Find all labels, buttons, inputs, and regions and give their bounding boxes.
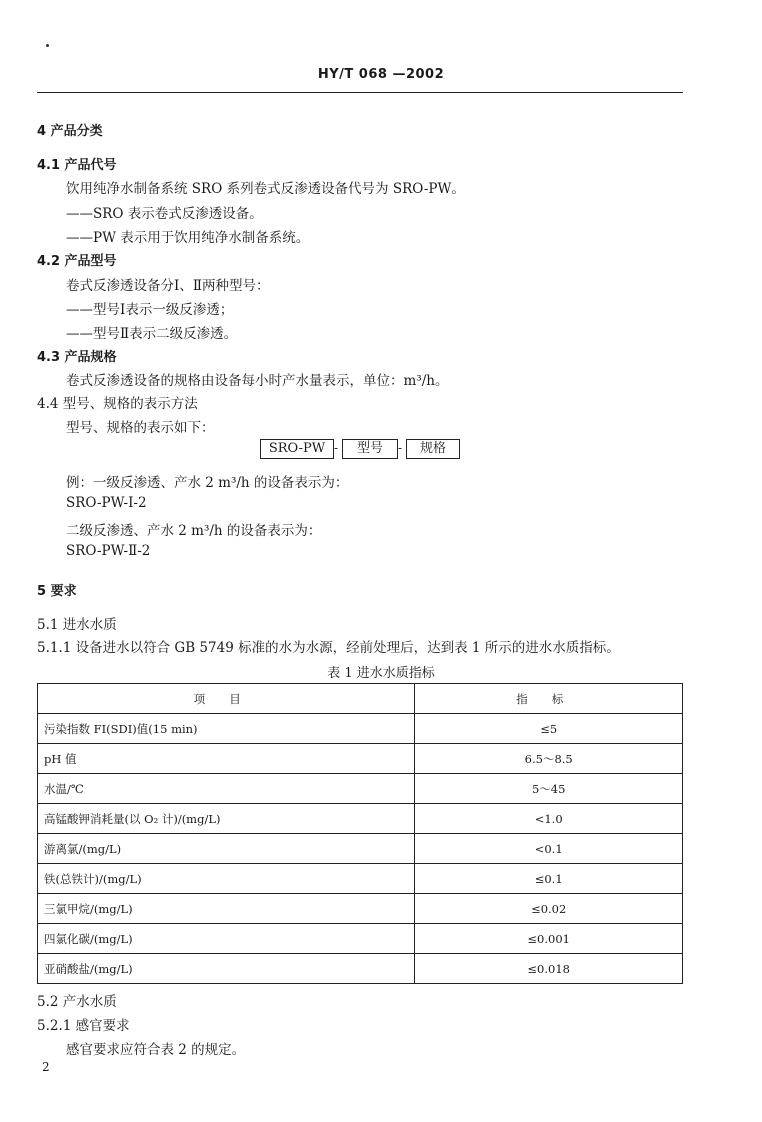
table-1-caption: 表 1 进水水质指标	[327, 666, 435, 681]
table-row	[38, 954, 683, 984]
example-1-code: SRO-PW-Ⅰ-2	[66, 495, 147, 511]
standard-code-header: HY/T 068 —2002	[317, 67, 445, 82]
section-4-heading: 4 产品分类	[37, 124, 103, 139]
section-4-2-line-3: ——型号Ⅱ表示二级反渗透。	[66, 326, 238, 342]
row-value: ≤5	[415, 714, 683, 744]
section-4-3-heading: 4.3 产品规格	[37, 350, 117, 365]
section-5-2-1-heading: 5.2.1 感官要求	[37, 1018, 130, 1034]
section-4-4-heading: 4.4 型号、规格的表示方法	[37, 396, 198, 412]
row-value: 6.5～8.5	[415, 744, 683, 774]
row-item: 水温/℃	[38, 774, 415, 804]
designation-box-sro-pw: SRO-PW	[260, 439, 334, 459]
row-value: <1.0	[415, 804, 683, 834]
designation-dash-1: -	[334, 441, 339, 455]
table-row	[38, 864, 683, 894]
section-4-2-line-1: 卷式反渗透设备分Ⅰ、Ⅱ两种型号：	[66, 278, 270, 294]
section-4-2-heading: 4.2 产品型号	[37, 254, 117, 269]
table-header-row	[38, 684, 683, 714]
section-4-1-line-2: ——SRO 表示卷式反渗透设备。	[66, 206, 263, 222]
section-4-2-line-2: ——型号Ⅰ表示一级反渗透；	[66, 302, 234, 318]
designation-box-spec: 规格	[406, 439, 460, 459]
column-header-index: 指标	[415, 684, 683, 714]
section-5-2-1-line-1: 感官要求应符合表 2 的规定。	[66, 1042, 246, 1058]
example-1-text: 例：一级反渗透、产水 2 m³/h 的设备表示为：	[66, 475, 349, 491]
row-item: 三氯甲烷/(mg/L)	[38, 894, 415, 924]
example-2-code: SRO-PW-Ⅱ-2	[66, 543, 151, 559]
table-row	[38, 774, 683, 804]
section-5-1-heading: 5.1 进水水质	[37, 617, 117, 633]
section-4-4-line-1: 型号、规格的表示如下：	[66, 420, 215, 436]
section-5-heading: 5 要求	[37, 584, 77, 599]
row-value: ≤0.018	[415, 954, 683, 984]
table-row	[38, 744, 683, 774]
table-row	[38, 924, 683, 954]
row-value: ≤0.02	[415, 894, 683, 924]
row-item: 铁(总铁计)/(mg/L)	[38, 864, 415, 894]
section-4-1-line-3: ——PW 表示用于饮用纯净水制备系统。	[66, 230, 310, 246]
row-value: ≤0.001	[415, 924, 683, 954]
row-value: <0.1	[415, 834, 683, 864]
table-row	[38, 894, 683, 924]
section-4-1-heading: 4.1 产品代号	[37, 158, 117, 173]
row-item: 游离氯/(mg/L)	[38, 834, 415, 864]
row-item: 亚硝酸盐/(mg/L)	[38, 954, 415, 984]
section-4-1-line-1: 饮用纯净水制备系统 SRO 系列卷式反渗透设备代号为 SRO-PW。	[66, 181, 465, 197]
table-row	[38, 714, 683, 744]
column-header-item: 项目	[38, 684, 415, 714]
header-rule	[37, 92, 683, 93]
designation-dash-2: -	[398, 441, 403, 455]
section-5-1-1-text: 5.1.1 设备进水以符合 GB 5749 标准的水为水源，经前处理后，达到表 1 所示的进水水质指标。	[37, 640, 620, 656]
row-item: pH 值	[38, 744, 415, 774]
row-value: ≤0.1	[415, 864, 683, 894]
section-4-3-line-1: 卷式反渗透设备的规格由设备每小时产水量表示，单位：m³/h。	[66, 373, 449, 389]
row-item: 污染指数 FI(SDI)值(15 min)	[38, 714, 415, 744]
page-number: 2	[42, 1060, 50, 1074]
row-value: 5～45	[415, 774, 683, 804]
example-2-text: 二级反渗透、产水 2 m³/h 的设备表示为：	[66, 523, 322, 539]
table-row	[38, 834, 683, 864]
section-5-2-heading: 5.2 产水水质	[37, 994, 117, 1010]
table-row	[38, 804, 683, 834]
row-item: 高锰酸钾消耗量(以 O₂ 计)/(mg/L)	[38, 804, 415, 834]
designation-box-model: 型号	[342, 439, 398, 459]
scan-speck	[46, 44, 49, 47]
inlet-water-quality-table	[37, 683, 683, 984]
row-item: 四氯化碳/(mg/L)	[38, 924, 415, 954]
